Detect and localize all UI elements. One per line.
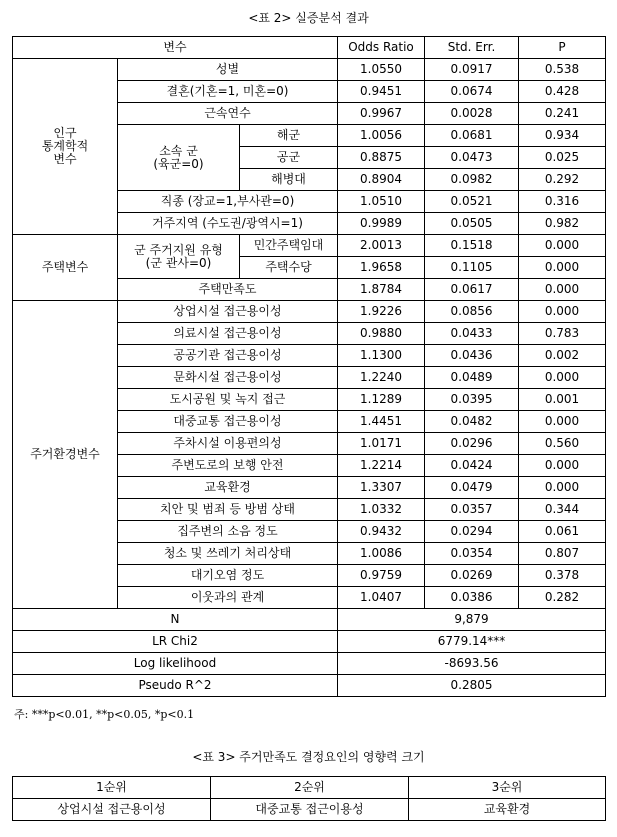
- p-value-cell: 0.000: [519, 301, 606, 323]
- p-value-cell: 0.061: [519, 521, 606, 543]
- subgroup-branch: 소속 군 (육군=0): [118, 125, 240, 191]
- header-row: [13, 37, 606, 59]
- rank-2-header: 2순위: [211, 777, 409, 799]
- std-err-header: Std. Err.: [425, 37, 519, 59]
- p-value-cell: 0.282: [519, 587, 606, 609]
- p-value-cell: 0.000: [519, 235, 606, 257]
- std-err-cell: 0.0296: [425, 433, 519, 455]
- group-environment: 주거환경변수: [13, 301, 118, 609]
- rank-1-header: 1순위: [13, 777, 211, 799]
- rank-3-value: 교육환경: [409, 799, 606, 821]
- p-value-cell: 0.292: [519, 169, 606, 191]
- table-row: [13, 59, 606, 81]
- odds-ratio-cell: 1.8784: [338, 279, 425, 301]
- variable-label: 의료시설 접근용이성: [118, 323, 338, 345]
- odds-ratio-cell: 0.9759: [338, 565, 425, 587]
- odds-ratio-cell: 0.9432: [338, 521, 425, 543]
- p-value-cell: 0.316: [519, 191, 606, 213]
- p-value-cell: 0.000: [519, 411, 606, 433]
- std-err-cell: 0.0436: [425, 345, 519, 367]
- group-housing: 주택변수: [13, 235, 118, 301]
- p-value-cell: 0.934: [519, 125, 606, 147]
- variable-label: 집주변의 소음 정도: [118, 521, 338, 543]
- odds-ratio-cell: 1.1289: [338, 389, 425, 411]
- variable-label: 주변도로의 보행 안전: [118, 455, 338, 477]
- std-err-cell: 0.0479: [425, 477, 519, 499]
- odds-ratio-cell: 1.1300: [338, 345, 425, 367]
- significance-note: 주: ***p<0.01, **p<0.05, *p<0.1: [14, 708, 195, 721]
- variable-label: 거주지역 (수도권/광역시=1): [118, 213, 338, 235]
- variable-label: 교육환경: [118, 477, 338, 499]
- std-err-cell: 0.0354: [425, 543, 519, 565]
- odds-ratio-cell: 0.9880: [338, 323, 425, 345]
- std-err-cell: 0.0433: [425, 323, 519, 345]
- variable-header: 변수: [13, 37, 338, 59]
- p-value-cell: 0.241: [519, 103, 606, 125]
- std-err-cell: 0.0482: [425, 411, 519, 433]
- std-err-cell: 0.0856: [425, 301, 519, 323]
- variable-label: 주택수당: [240, 257, 338, 279]
- variable-label: 결혼(기혼=1, 미혼=0): [118, 81, 338, 103]
- stat-value: 0.2805: [338, 675, 606, 697]
- odds-ratio-cell: 1.2240: [338, 367, 425, 389]
- odds-ratio-header: Odds Ratio: [338, 37, 425, 59]
- variable-label: 대기오염 정도: [118, 565, 338, 587]
- odds-ratio-cell: 1.0510: [338, 191, 425, 213]
- stats-row: [13, 631, 606, 653]
- ranking-header-row: [13, 777, 606, 799]
- p-value-cell: 0.428: [519, 81, 606, 103]
- results-table: [12, 36, 606, 697]
- stat-label: LR Chi2: [13, 631, 338, 653]
- variable-label: 민간주택임대: [240, 235, 338, 257]
- variable-label: 청소 및 쓰레기 처리상태: [118, 543, 338, 565]
- p-value-cell: 0.002: [519, 345, 606, 367]
- rank-2-value: 대중교통 접근이용성: [211, 799, 409, 821]
- variable-label: 직종 (장교=1,부사관=0): [118, 191, 338, 213]
- variable-label: 공군: [240, 147, 338, 169]
- std-err-cell: 0.0681: [425, 125, 519, 147]
- group-demographic: 인구 통계학적 변수: [13, 59, 118, 235]
- std-err-cell: 0.1518: [425, 235, 519, 257]
- odds-ratio-cell: 1.4451: [338, 411, 425, 433]
- stat-value: 6779.14***: [338, 631, 606, 653]
- std-err-cell: 0.0386: [425, 587, 519, 609]
- odds-ratio-cell: 1.0407: [338, 587, 425, 609]
- odds-ratio-cell: 1.0332: [338, 499, 425, 521]
- stat-value: 9,879: [338, 609, 606, 631]
- p-value-cell: 0.000: [519, 477, 606, 499]
- p-value-cell: 0.000: [519, 367, 606, 389]
- variable-label: 이웃과의 관계: [118, 587, 338, 609]
- p-header: P: [519, 37, 606, 59]
- variable-label: 공공기관 접근용이성: [118, 345, 338, 367]
- odds-ratio-cell: 0.8904: [338, 169, 425, 191]
- variable-label: 대중교통 접근용이성: [118, 411, 338, 433]
- std-err-cell: 0.0294: [425, 521, 519, 543]
- table2-caption: <표 2> 실증분석 결과: [248, 11, 369, 25]
- stats-row: [13, 675, 606, 697]
- subgroup-support: 군 주거지원 유형 (군 관사=0): [118, 235, 240, 279]
- variable-label: 문화시설 접근용이성: [118, 367, 338, 389]
- variable-label: 해군: [240, 125, 338, 147]
- variable-label: 주차시설 이용편의성: [118, 433, 338, 455]
- variable-label: 주택만족도: [118, 279, 338, 301]
- table3-caption: <표 3> 주거만족도 결정요인의 영향력 크기: [192, 750, 425, 764]
- rank-1-value: 상업시설 접근용이성: [13, 799, 211, 821]
- stats-row: [13, 653, 606, 675]
- ranking-value-row: [13, 799, 606, 821]
- rank-3-header: 3순위: [409, 777, 606, 799]
- p-value-cell: 0.807: [519, 543, 606, 565]
- odds-ratio-cell: 1.0550: [338, 59, 425, 81]
- std-err-cell: 0.0424: [425, 455, 519, 477]
- variable-label: 도시공원 및 녹지 접근: [118, 389, 338, 411]
- std-err-cell: 0.0617: [425, 279, 519, 301]
- p-value-cell: 0.538: [519, 59, 606, 81]
- p-value-cell: 0.000: [519, 257, 606, 279]
- p-value-cell: 0.344: [519, 499, 606, 521]
- odds-ratio-cell: 1.9658: [338, 257, 425, 279]
- std-err-cell: 0.0395: [425, 389, 519, 411]
- stat-label: N: [13, 609, 338, 631]
- std-err-cell: 0.0269: [425, 565, 519, 587]
- p-value-cell: 0.560: [519, 433, 606, 455]
- std-err-cell: 0.0028: [425, 103, 519, 125]
- variable-label: 성별: [118, 59, 338, 81]
- variable-label: 상업시설 접근용이성: [118, 301, 338, 323]
- p-value-cell: 0.000: [519, 455, 606, 477]
- odds-ratio-cell: 2.0013: [338, 235, 425, 257]
- std-err-cell: 0.0473: [425, 147, 519, 169]
- odds-ratio-cell: 0.8875: [338, 147, 425, 169]
- p-value-cell: 0.783: [519, 323, 606, 345]
- std-err-cell: 0.0357: [425, 499, 519, 521]
- odds-ratio-cell: 0.9451: [338, 81, 425, 103]
- variable-label: 근속연수: [118, 103, 338, 125]
- odds-ratio-cell: 0.9967: [338, 103, 425, 125]
- ranking-table: [12, 776, 606, 821]
- std-err-cell: 0.0982: [425, 169, 519, 191]
- stat-label: Log likelihood: [13, 653, 338, 675]
- odds-ratio-cell: 1.0086: [338, 543, 425, 565]
- variable-label: 치안 및 범죄 등 방범 상태: [118, 499, 338, 521]
- p-value-cell: 0.982: [519, 213, 606, 235]
- odds-ratio-cell: 1.2214: [338, 455, 425, 477]
- stats-row: [13, 609, 606, 631]
- std-err-cell: 0.0505: [425, 213, 519, 235]
- table-row: [13, 235, 606, 257]
- std-err-cell: 0.0917: [425, 59, 519, 81]
- stat-label: Pseudo R^2: [13, 675, 338, 697]
- p-value-cell: 0.000: [519, 279, 606, 301]
- stat-value: -8693.56: [338, 653, 606, 675]
- odds-ratio-cell: 1.9226: [338, 301, 425, 323]
- table-row: [13, 301, 606, 323]
- odds-ratio-cell: 1.0056: [338, 125, 425, 147]
- odds-ratio-cell: 1.3307: [338, 477, 425, 499]
- p-value-cell: 0.001: [519, 389, 606, 411]
- variable-label: 해병대: [240, 169, 338, 191]
- std-err-cell: 0.1105: [425, 257, 519, 279]
- std-err-cell: 0.0521: [425, 191, 519, 213]
- p-value-cell: 0.378: [519, 565, 606, 587]
- odds-ratio-cell: 1.0171: [338, 433, 425, 455]
- std-err-cell: 0.0674: [425, 81, 519, 103]
- p-value-cell: 0.025: [519, 147, 606, 169]
- odds-ratio-cell: 0.9989: [338, 213, 425, 235]
- std-err-cell: 0.0489: [425, 367, 519, 389]
